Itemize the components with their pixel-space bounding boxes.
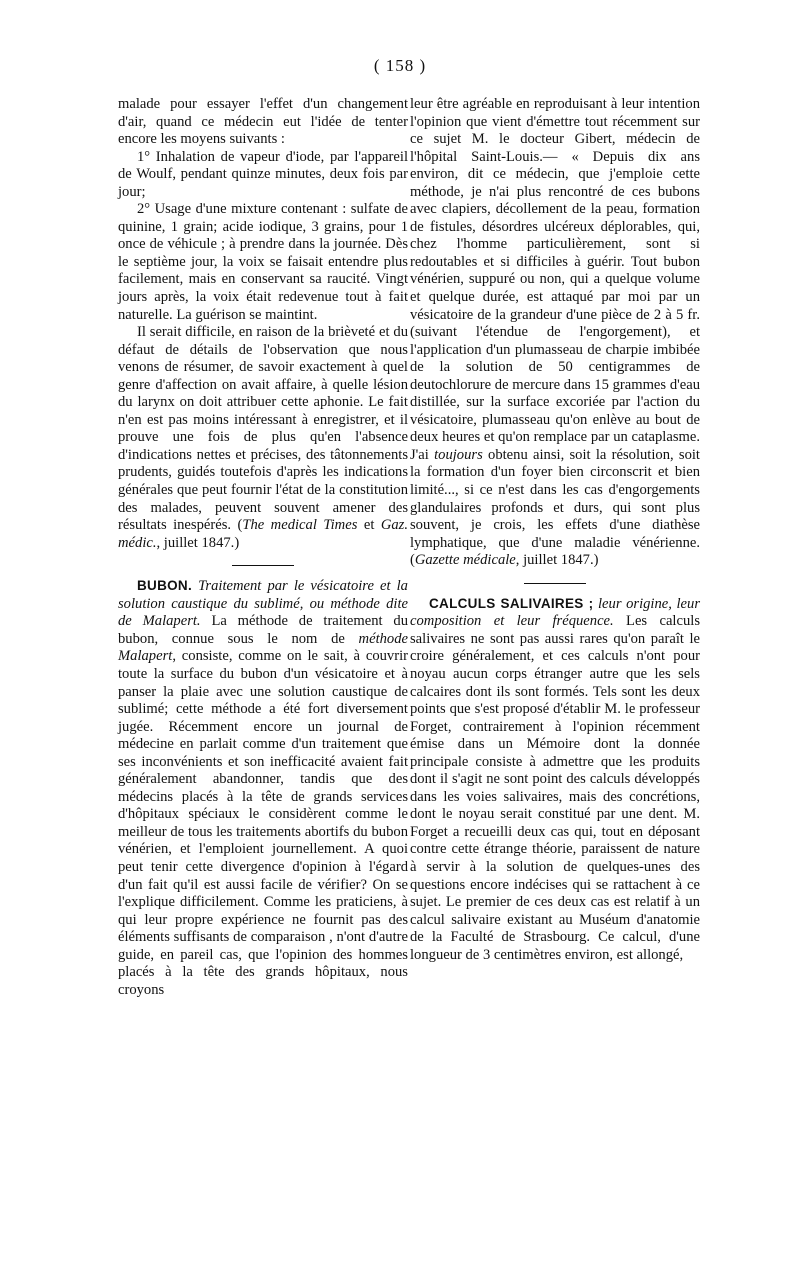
emphasis-toujours: toujours: [434, 446, 483, 463]
calculs-text: Les calculs salivaires ne sont pas aussi rares qu'on paraît le croire généralement, et ces calculs n'ont pour noyau aucun corps étranger autre que les sels calcaires dont ils sont formés. Tels sont les deux points que s'est proposé d'établir M. le professeur Forget, contrairement à l'opinion récemment émise dans un Mémoire dont la donnée principale consiste à admettre que les produits dont il s'agit ne sont point des calculs développés dans les voies salivaires, mais des concrétions, dont le noyau serait constitué par une dent. M. Forget a recueilli deux cas qui, tout en déposant contre cette étrange théorie, paraissent de nature à servir à la solution de quelques-unes des questions encore indécises qui se rattachent à ce sujet. Le premier de ces deux cas est relatif à un calcul salivaire existant au Muséum d'anatomie de la Faculté de Strasbourg. Ce calcul, d'une longueur de 3 centimètres environ, est allongé,: [410, 613, 700, 963]
section-subtitle-bubon: Traitement par le vésicatoire et la solution caustique du sublimé, ou méthode dite de Malapert.: [118, 578, 408, 630]
gibert-text-start: leur être agréable en reproduisant à leur intention l'opinion que vient d'émettre tout récemment sur ce sujet M. le docteur Gibert, médecin de l'hôpital Saint-Louis.— « Depuis dix ans environ, dit ce médecin, que j'emploie cette méthode, je n'ai plus rencontré de ces bubons avec clapiers, décollement de la peau, formation de fistules, désordres ulcéreux déplorables, qui, chez l'homme particulièrement, sont si redoutables et si difficiles à guérir. Tout bubon vénérien, suppuré ou non, qui a quelque volume et quelque durée, est attaqué par moi par un vésicatoire de la grandeur d'une pièce de 2 à 5 fr. (suivant l'étendue de l'engorgement), et l'application d'un plumasseau de charpie imbibée de la solution de 50 centigrammes de deutochlorure de mercure dans 15 grammes d'eau distillée, sur la surface excoriée par l'action du vésicatoire, plumasseau qu'on enlève au bout de deux heures et qu'on remplace par un cataplasme. J'ai: [410, 96, 700, 463]
article-bubon: [118, 577, 408, 999]
section-subtitle-calculs: leur origine, leur composition et leur fréquence.: [410, 595, 700, 630]
list-item-inhalation: 1° Inhalation de vapeur d'iode, par l'appareil de Woulf, pendant quinze minutes, deux fois par jour;: [118, 148, 408, 200]
right-column: [410, 96, 700, 964]
source-medical-times: The medical Times: [242, 517, 358, 534]
page-number: ( 158 ): [373, 56, 427, 75]
paragraph-commentary: [118, 324, 408, 552]
bubon-text-intro: La méthode de traitement du bubon, connue sous le nom de: [118, 613, 408, 647]
paragraph-gibert: [410, 96, 700, 570]
section-divider: [232, 565, 294, 566]
bubon-method-name: méthode Malapert: [118, 630, 408, 665]
gazette-date: , juillet 1847.): [515, 552, 599, 569]
bubon-text-body: , consiste, comme on le sait, à couvrir toute la surface du bubon d'un vésicatoire et à panser la plaie avec une solution caustique de sublimé; cette méthode a été fort diversement jugée. Récemment encore un journal de médecine en parlait comme d'un traitement que ses inconvénients et son inefficacité avaient fait généralement abandonner, tandis que des médecins placés à la tête de grands services d'hôpitaux spéciaux le considèrent comme le meilleur de tous les traitements abortifs du bubon vénérien, et l'emploient journellement. A quoi peut tenir cette divergence d'opinion à l'égard d'un fait qu'il est aussi facile de vérifier? On se l'explique difficilement. Comme les praticiens, à qui leur propre expérience ne fournit pas des éléments suffisants de comparaison , n'ont d'autre guide, en pareil cas, que l'opinion des hommes placés à la tête des grands hôpitaux, nous croyons: [118, 648, 408, 998]
source-conjunction: et: [357, 517, 381, 534]
section-title-bubon: BUBON.: [136, 578, 193, 594]
article-calculs: [410, 595, 700, 964]
gibert-text-end: obtenu ainsi, soit la résolution, soit la formation d'un foyer bien circonscrit et bien limité..., si ce n'est dans les cas d'engorgements glandulaires profonds et durs, qui sont plus souvent, je crois, les effets d'une diathèse lymphatique, que d'une maladie vénérienne. (: [410, 446, 700, 569]
section-title-calculs: CALCULS SALIVAIRES ;: [428, 595, 594, 611]
list-item-mixture: 2° Usage d'une mixture contenant : sulfate de quinine, 1 grain; acide iodique, 3 grains, pour 1 once de véhicule ; à prendre dans la journée. Dès le septième jour, la voix se faisait entendre plus facilement, mais en conservant sa raucité. Vingt jours après, la voix était redevenue tout à fait naturelle. La guérison se maintint.: [118, 201, 408, 323]
section-divider: [524, 583, 586, 584]
source-gaz-medic: Gaz. médic.: [118, 517, 408, 551]
left-column: [118, 96, 408, 999]
commentary-text: Il serait difficile, en raison de la brièveté et du défaut de détails de l'observation que nous venons de résumer, de savoir exactement à quel genre d'affection on avait affaire, à quelle lésion du larynx on doit attribuer cette aphonie. Le fait n'en est pas moins intéressant à enregistrer, et il prouve une fois de plus qu'en l'absence d'indications nettes et précises, des tâtonnements prudents, guidés toutefois d'après les indications générales que peut fournir l'état de la constitution des malades, peuvent souvent amener des résultats inespérés. (: [118, 324, 408, 534]
source-date: , juillet 1847.): [156, 534, 240, 551]
source-gazette-medicale: Gazette médicale: [414, 552, 516, 569]
paragraph-malade: malade pour essayer l'effet d'un changement d'air, quand ce médecin eut l'idée de tenter encore les moyens suivants :: [118, 96, 408, 148]
